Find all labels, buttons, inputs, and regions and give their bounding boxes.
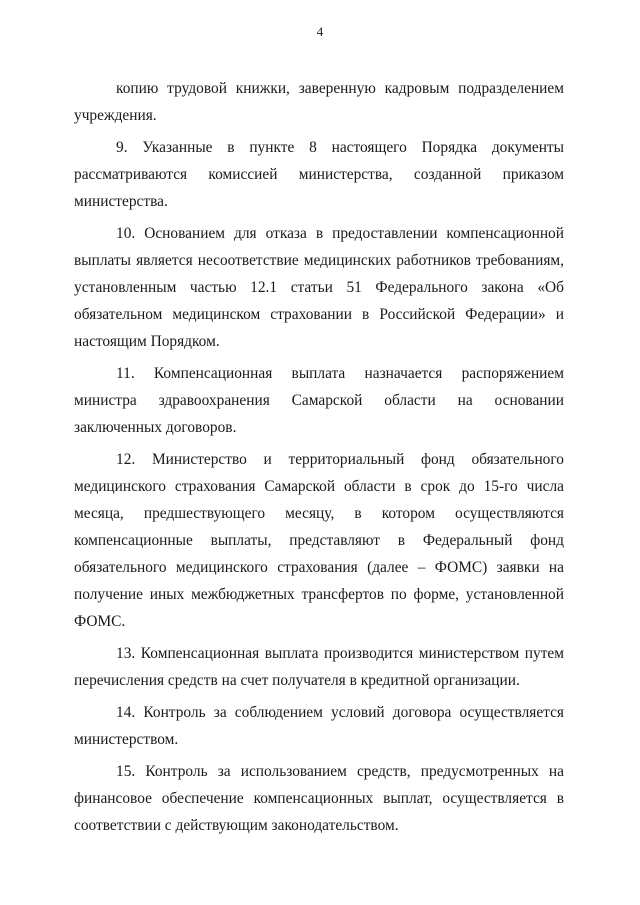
paragraph-15: 15. Контроль за использованием средств, предусмотренных на финансовое обеспечение компенсационных выплат, осуществляется в соответствии с действующим законодательством. <box>74 763 564 834</box>
paragraph-11: 11. Компенсационная выплата назначается распоряжением министра здравоохранения Самарской области на основании заключенных договоров. <box>74 365 564 436</box>
document-body <box>74 75 564 844</box>
page-number: 4 <box>316 24 324 39</box>
paragraph-14: 14. Контроль за соблюдением условий договора осуществляется министерством. <box>74 704 564 748</box>
paragraph-9: 9. Указанные в пункте 8 настоящего Порядка документы рассматриваются комиссией министерства, созданной приказом министерства. <box>74 139 564 210</box>
paragraph-12: 12. Министерство и территориальный фонд обязательного медицинского страхования Самарской области в срок до 15-го числа месяца, предшествующего месяцу, в котором осуществляются компенсационные выплаты, представляют в Федеральный фонд обязательного медицинского страхования (далее – ФОМС) заявки на получение иных межбюджетных трансфертов по форме, установленной ФОМС. <box>74 451 564 630</box>
paragraph-10: 10. Основанием для отказа в предоставлении компенсационной выплаты является несоответствие медицинских работников требованиям, установленным частью 12.1 статьи 51 Федерального закона «Об обязательном медицинском страховании в Российской Федерации» и настоящим Порядком. <box>74 225 564 350</box>
paragraph-13: 13. Компенсационная выплата производится министерством путем перечисления средств на счет получателя в кредитной организации. <box>74 645 564 689</box>
paragraph-continuation: копию трудовой книжки, заверенную кадровым подразделением учреждения. <box>74 80 564 124</box>
